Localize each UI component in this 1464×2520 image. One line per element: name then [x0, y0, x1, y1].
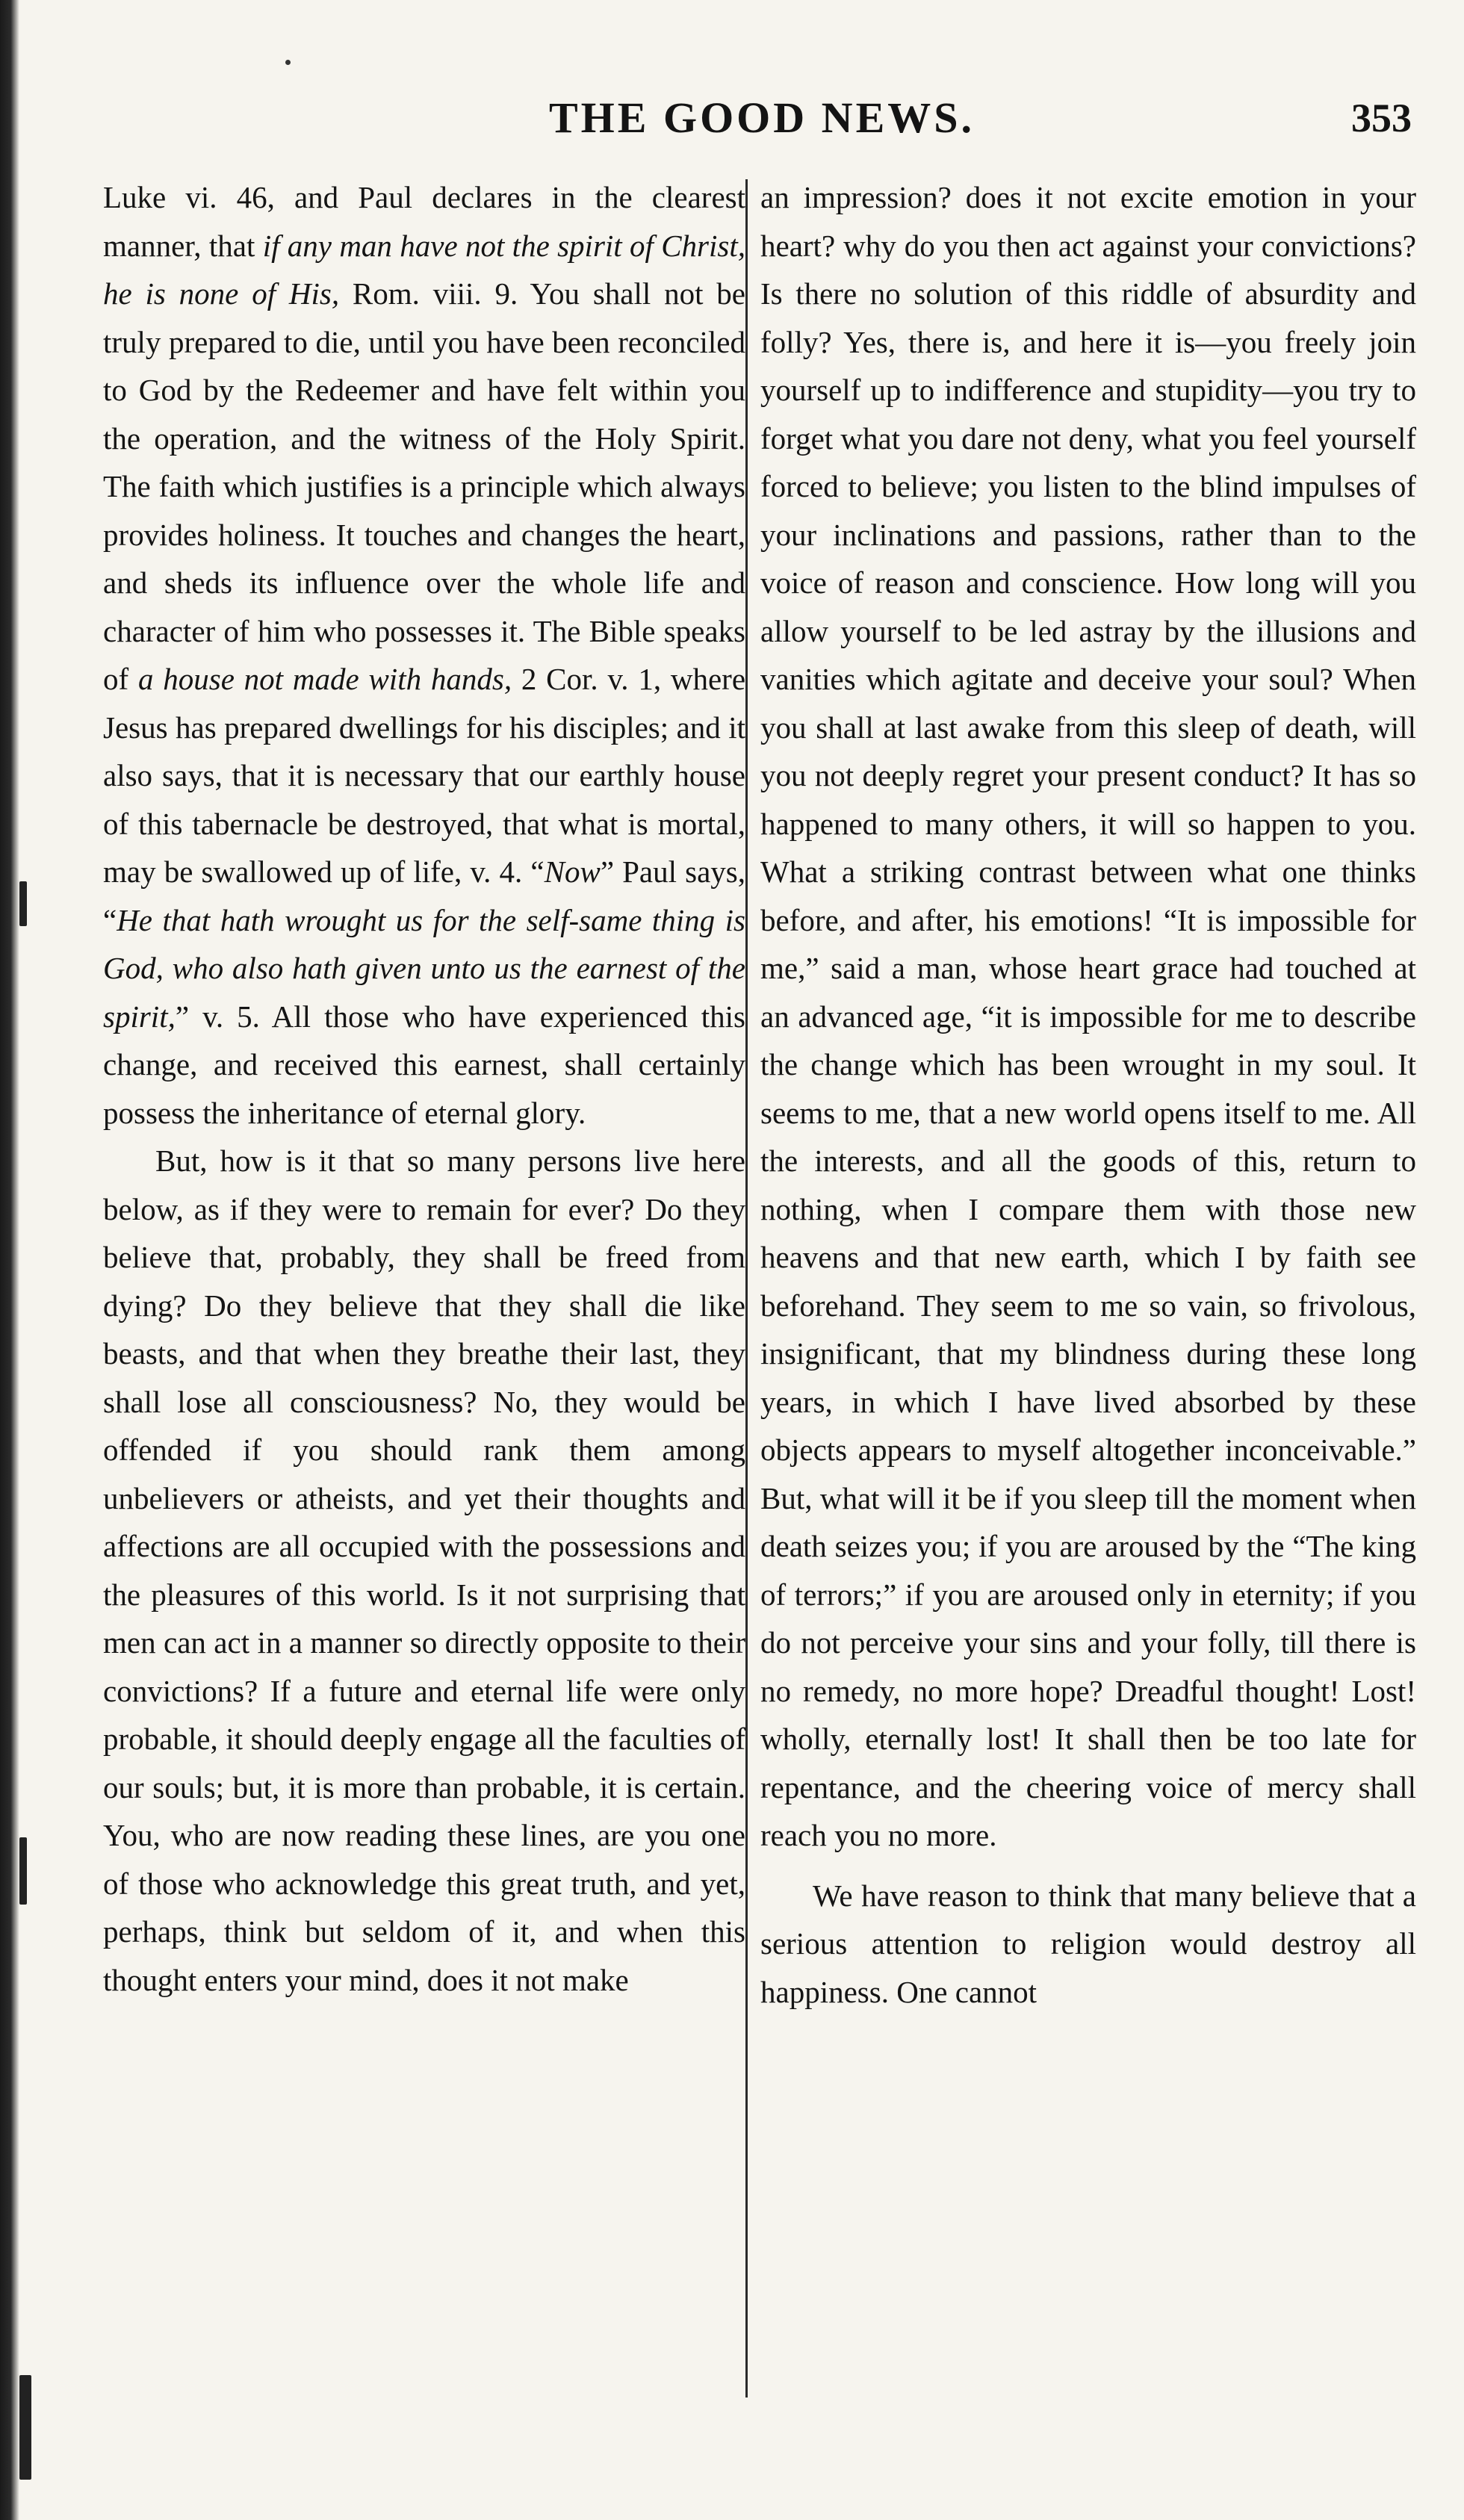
binding-edge — [0, 0, 19, 2520]
running-title: THE GOOD NEWS. — [548, 93, 976, 142]
running-head — [112, 88, 1412, 148]
column-rule — [745, 179, 748, 2398]
italic-text-run: if any man have not the spirit of Christ, he is none of His, — [103, 228, 746, 311]
text-run: 2 Cor. v. 1, where Jesus has prepared dwellings for his disciples; and it also says, that it is necessary that our earthly house of this tabernacle be destroyed, that what is mortal, may be swallowed up of life, v. 4. “ — [103, 662, 746, 889]
paragraph: But, how is it that so many persons live here below, as if they were to remain for ever? Do they believe that, probably, they shall be freed from dying? Do they believe that they shall die like beasts, and that when they breathe their last, they shall lose all consciousness? No, they would be offended if you should rank them among unbelievers or atheists, and yet their thoughts and affections are all occupied with the possessions and the pleasures of this world. Is it not surprising that men can act in a manner so directly opposite to their convictions? If a future and eternal life were only probable, it should deeply engage all the faculties of our souls; but, it is more than probable, it is certain. You, who are now reading these lines, are you one of those who acknowledge this great truth, and yet, perhaps, think but seldom of it, and when this thought enters your mind, does it not make — [103, 1143, 745, 1997]
italic-text-run: Now — [544, 854, 601, 889]
text-run: Luke vi. 46, and Paul declares in the clearest manner, that — [103, 180, 745, 263]
text-run: Rom. viii. 9. You shall not be truly prepared to die, until you have been reconciled to God by the Redeemer and have felt within you the operation, and the witness of the Holy Spirit. The faith which justifies is a principle which always provides holiness. It touches and changes the heart, and sheds its influence over the whole life and character of him who possesses it. The Bible speaks of — [103, 276, 745, 696]
right-column — [760, 173, 1416, 2016]
italic-text-run: a house not made with hands, — [137, 662, 512, 696]
binding-mark — [19, 881, 27, 926]
page-number: 353 — [1351, 96, 1412, 140]
paragraph — [103, 173, 745, 1137]
paragraph: We have reason to think that many believe that a serious attention to religion would destroy all happiness. One cannot — [760, 1878, 1416, 2009]
text-run: ” Paul says, “ — [103, 854, 745, 937]
ink-speck — [285, 60, 291, 65]
binding-mark — [19, 1837, 27, 1905]
binding-mark — [19, 2375, 31, 2480]
text-run: ” v. 5. All those who have experienced this change, and received this earnest, shall certainly possess the inheritance of eternal glory. — [103, 999, 745, 1130]
paragraph: an impression? does it not excite emotion in your heart? why do you then act against your convictions? Is there no solution of this riddle of absurdity and folly? Yes, there is, and here it is—you freely join yourself up to indifference and stupidity—you try to forget what you dare not deny, what you feel yourself forced to believe; you listen to the blind impulses of your inclinations and passions, rather than to the voice of reason and conscience. How long will you allow yourself to be led astray by the illusions and vanities which agitate and deceive your soul? When you shall at last awake from this sleep of death, will you not deeply regret your present conduct? It has so happened to many others, it will so happen to you. What a striking contrast between what one thinks before, and after, his emotions! “It is impossible for me,” said a man, whose heart grace had touched at an advanced age, “it is impossible for me to describe the change which has been wrought in my soul. It seems to me, that a new world opens itself to me. All the interests, and all the goods of this, return to nothing, when I compare them with those new heavens and that new earth, which I by faith see beforehand. They seem to me so vain, so frivolous, insignificant, that my blindness during these long years, in which I have lived absorbed by these objects appears to myself altogether inconceivable.” But, what will it be if you sleep till the moment when death seizes you; if you are aroused by the “The king of terrors;” if you are aroused only in eternity; if you do not perceive your sins and your folly, till there is no remedy, no more hope? Dreadful thought! Lost! wholly, eternally lost! It shall then be too late for repentance, and the cheering voice of mercy shall reach you no more. — [760, 180, 1416, 1852]
left-column — [96, 173, 745, 2004]
italic-text-run: He that hath wrought us for the self-same thing is God, who also hath given unto us the earnest of the spirit, — [103, 902, 745, 1034]
